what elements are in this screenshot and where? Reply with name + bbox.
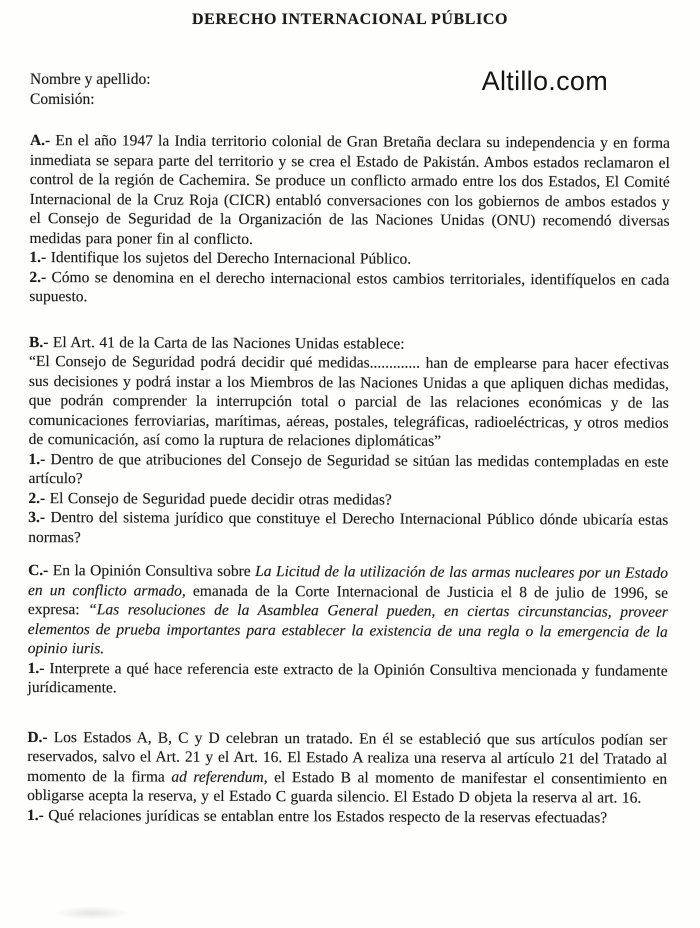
text-run: Identifique los sujetos del Derecho Internacional Público. [46, 249, 412, 268]
italic-run: ad referendum [171, 768, 264, 786]
italic-run: “Las resoluciones de la Asamblea General pueden, en ciertas circunstancias, proveer elementos de prueba importantes para establecer la existencia de una regla o la emergencia de la opinio iuris. [27, 601, 668, 658]
marker-run: 1.- [26, 806, 44, 824]
marker-run: D.- [27, 728, 48, 746]
section-a [29, 131, 670, 309]
section-a-paragraph-3 [29, 267, 669, 309]
scan-smudge-artifact [55, 906, 129, 920]
section-b-paragraph-5 [28, 508, 668, 550]
section-a-paragraph-2 [29, 248, 669, 270]
name-field-label: Nombre y apellido: [30, 71, 151, 88]
text-run: “El Consejo de Seguridad podrá decidir qué medidas............. han de emplearse para hacer efectivas sus decisiones y podrá instar a los Miembros de las Naciones Unidas a que apliquen dichas medidas, que podrán comprender la interrupción total o parcial de las relaciones económicas y de las comunicaciones ferroviarias, marítimas, aéreas, postales, telegráficas, radioeléctricas, y otros medios de comunicación, así como la ruptura de relaciones diplomáticas” [28, 352, 670, 450]
text-run: En la Opinión Consultiva sobre [48, 562, 256, 580]
text-run: , el Estado B al momento de manifestar el consentimiento en obligarse acepta la reserva, y el Estado C guarda silencio. El Estado D objeta la reserva al art. 16. [27, 768, 668, 807]
text-run: Interprete a qué hace referencia este extracto de la Opinión Consultiva mencionada y fundamente jurídicamente. [27, 659, 668, 697]
section-c [28, 561, 669, 700]
marker-run: 1.- [27, 659, 45, 677]
section-a-paragraph-1 [29, 131, 670, 251]
text-run: Dentro de que atribuciones del Consejo de Seguridad se sitúan las medidas contempladas en este artículo? [28, 450, 669, 488]
text-run: Qué relaciones jurídicas se entablan entre los Estados respecto de la reservas efectuadas? [43, 806, 608, 827]
section-c-paragraph-1 [28, 561, 668, 661]
marker-run: 2.- [29, 268, 47, 286]
text-run: Cómo se denomina en el derecho internacional estos cambios territoriales, identifíquelos en cada supuesto. [29, 268, 670, 306]
marker-run: B.- [29, 333, 49, 351]
text-run: En el año 1947 la India territorio colonial de Gran Bretaña declara su independencia y en forma inmediata se separa parte del territorio y se crea el Estado de Pakistán. Ambos estados reclamaron el control de la región de Cachemira. Se produce un conflicto armado entre los dos Estados, El Comité Internacional de la Cruz Roja (CICR) entabló conversaciones con los gobiernos de ambos estados y el Consejo de Seguridad de la Organización de las Naciones Unidas (ONU) recomendó diversas medidas para poner fin al conflicto. [29, 132, 670, 248]
document-body [27, 131, 670, 828]
marker-run: 3.- [28, 508, 46, 527]
section-c-paragraph-2 [28, 658, 668, 700]
marker-run: 2.- [28, 489, 46, 507]
section-d-paragraph-2 [27, 805, 667, 827]
section-d-paragraph-1 [27, 727, 667, 808]
section-b-paragraph-3 [28, 449, 668, 491]
italic-run: La Licitud de la utilización de las armas nucleares por un Estado en un conflicto armado, [27, 562, 669, 600]
section-b [28, 332, 669, 549]
text-run: El Consejo de Seguridad puede decidir otras medidas? [45, 489, 392, 509]
marker-run: C.- [28, 561, 49, 580]
page-title: DERECHO INTERNACIONAL PÚBLICO [191, 11, 509, 28]
section-d [27, 727, 667, 827]
text-run: Los Estados A, B, C y D celebran un tratado. En él se estableció que sus artículos podían ser reservados, salvo el Art. 21 y el Art. 16. El Estado A realiza una reserva al artículo 21 del Tratado al momento de la firma [27, 728, 668, 786]
text-run: emanada de la Corte Internacional de Justicia el 8 de julio de 1996, se expresa: [27, 582, 669, 619]
marker-run: 1.- [28, 450, 46, 468]
text-run: Dentro del sistema jurídico que constituye el Derecho Internacional Público dónde ubicaría estas normas? [28, 509, 669, 546]
section-b-paragraph-2 [29, 352, 669, 452]
exam-header [30, 66, 670, 109]
commission-field-label: Comisión: [30, 90, 95, 108]
text-run: El Art. 41 de la Carta de las Naciones Unidas establece: [48, 333, 405, 353]
marker-run: A.- [29, 131, 51, 150]
marker-run: 1.- [29, 248, 47, 267]
altillo-watermark: Altillo.com [481, 66, 608, 96]
